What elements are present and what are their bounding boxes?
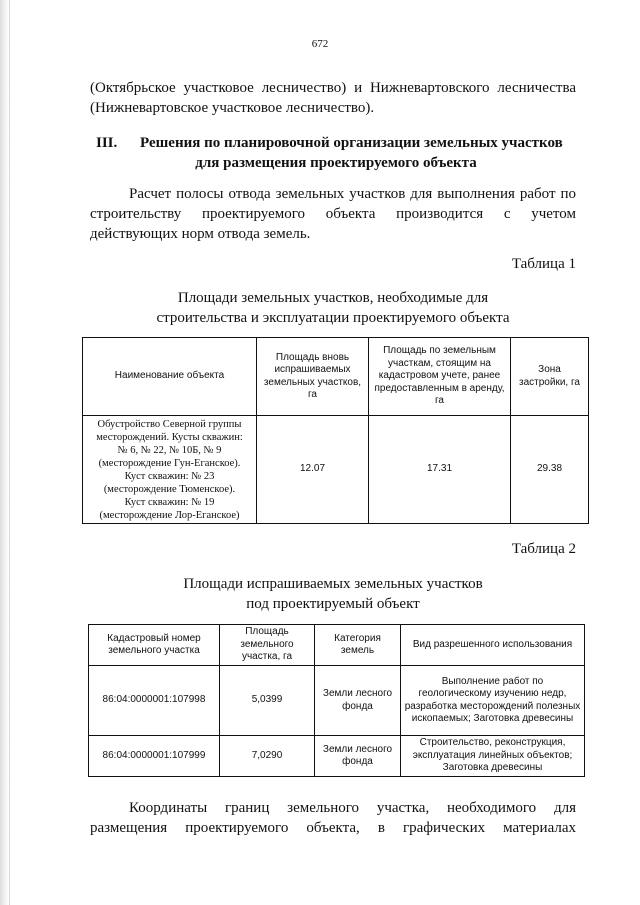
table-row — [89, 736, 585, 777]
intro-line-1: (Октябрьское участковое лесничество) и Нижневартовского лесничества — [90, 80, 576, 96]
paragraph-2-line-2: размещения проектируемого объекта, в графических материалах — [90, 820, 576, 836]
header-cell: Наименование объекта — [83, 338, 257, 416]
table-row — [83, 416, 589, 524]
object-line: № 6, № 22, № 10Б, № 9 — [117, 444, 222, 456]
header-cell: Площадь земельного участка, га — [220, 625, 315, 666]
object-line: Обустройство Северной группы — [97, 418, 242, 430]
page-number: 672 — [311, 38, 329, 50]
area-cell: 5,0399 — [220, 666, 315, 736]
object-line: (месторождение Лор-Еганское) — [99, 509, 240, 521]
paragraph-1-line-3: действующих норм отвода земель. — [90, 226, 311, 242]
header-cell: Кадастровый номер земельного участка — [89, 625, 220, 666]
header-cell: Площадь вновь испрашиваемых земельных участков, га — [257, 338, 369, 416]
paragraph-1-line-2: строительству проектируемого объекта производится с учетом — [90, 206, 576, 222]
table-1-caption-line-2: строительства и эксплуатации проектируемого объекта — [156, 310, 510, 326]
header-cell: Вид разрешенного использования — [401, 625, 585, 666]
zone-cell: 29.38 — [511, 416, 589, 524]
paragraph-2-line-1: Координаты границ земельного участка, необходимого для — [129, 800, 576, 816]
object-line: месторождений. Кусты скважин: — [96, 431, 243, 443]
header-cell: Категория земель — [315, 625, 401, 666]
table-2 — [88, 624, 585, 777]
scan-edge — [0, 0, 10, 905]
object-line: (месторождение Гун-Еганское). — [98, 457, 241, 469]
object-line: (месторождение Тюменское). — [103, 483, 236, 495]
table-1 — [82, 337, 589, 524]
section-number: III. — [96, 135, 118, 151]
category-cell: Земли лесного фонда — [315, 736, 401, 777]
category-cell: Земли лесного фонда — [315, 666, 401, 736]
section-title-line-2: для размещения проектируемого объекта — [195, 155, 477, 171]
object-line: Куст скважин: № 23 — [124, 470, 215, 482]
object-line: Куст скважин: № 19 — [124, 496, 215, 508]
header-cell: Зона застройки, га — [511, 338, 589, 416]
table-2-label: Таблица 2 — [511, 541, 576, 557]
table-row — [89, 666, 585, 736]
table-2-caption-line-1: Площади испрашиваемых земельных участков — [183, 576, 483, 592]
use-cell: Строительство, реконструкция, эксплуатация линейных объектов; Заготовка древесины — [401, 736, 585, 777]
intro-line-2: (Нижневартовское участковое лесничество). — [90, 100, 375, 116]
registered-area-cell: 17.31 — [369, 416, 511, 524]
header-cell: Площадь по земельным участкам, стоящим на кадастровом учете, ранее предоставленным в аренду, га — [369, 338, 511, 416]
table-1-label: Таблица 1 — [511, 256, 576, 272]
cadastral-number-cell: 86:04:0000001:107999 — [89, 736, 220, 777]
object-name-cell — [83, 416, 257, 524]
table-1-caption-line-1: Площади земельных участков, необходимые для — [177, 290, 489, 306]
table-header-row — [89, 625, 585, 666]
section-title-line-1: Решения по планировочной организации земельных участков — [140, 135, 563, 151]
area-cell: 7,0290 — [220, 736, 315, 777]
table-header-row — [83, 338, 589, 416]
paragraph-1-line-1: Расчет полосы отвода земельных участков для выполнения работ по — [129, 186, 576, 202]
use-cell: Выполнение работ по геологическому изучению недр, разработка месторождений полезных ископаемых; Заготовка древесины — [401, 666, 585, 736]
new-area-cell: 12.07 — [257, 416, 369, 524]
table-2-caption-line-2: под проектируемый объект — [246, 596, 420, 612]
cadastral-number-cell: 86:04:0000001:107998 — [89, 666, 220, 736]
